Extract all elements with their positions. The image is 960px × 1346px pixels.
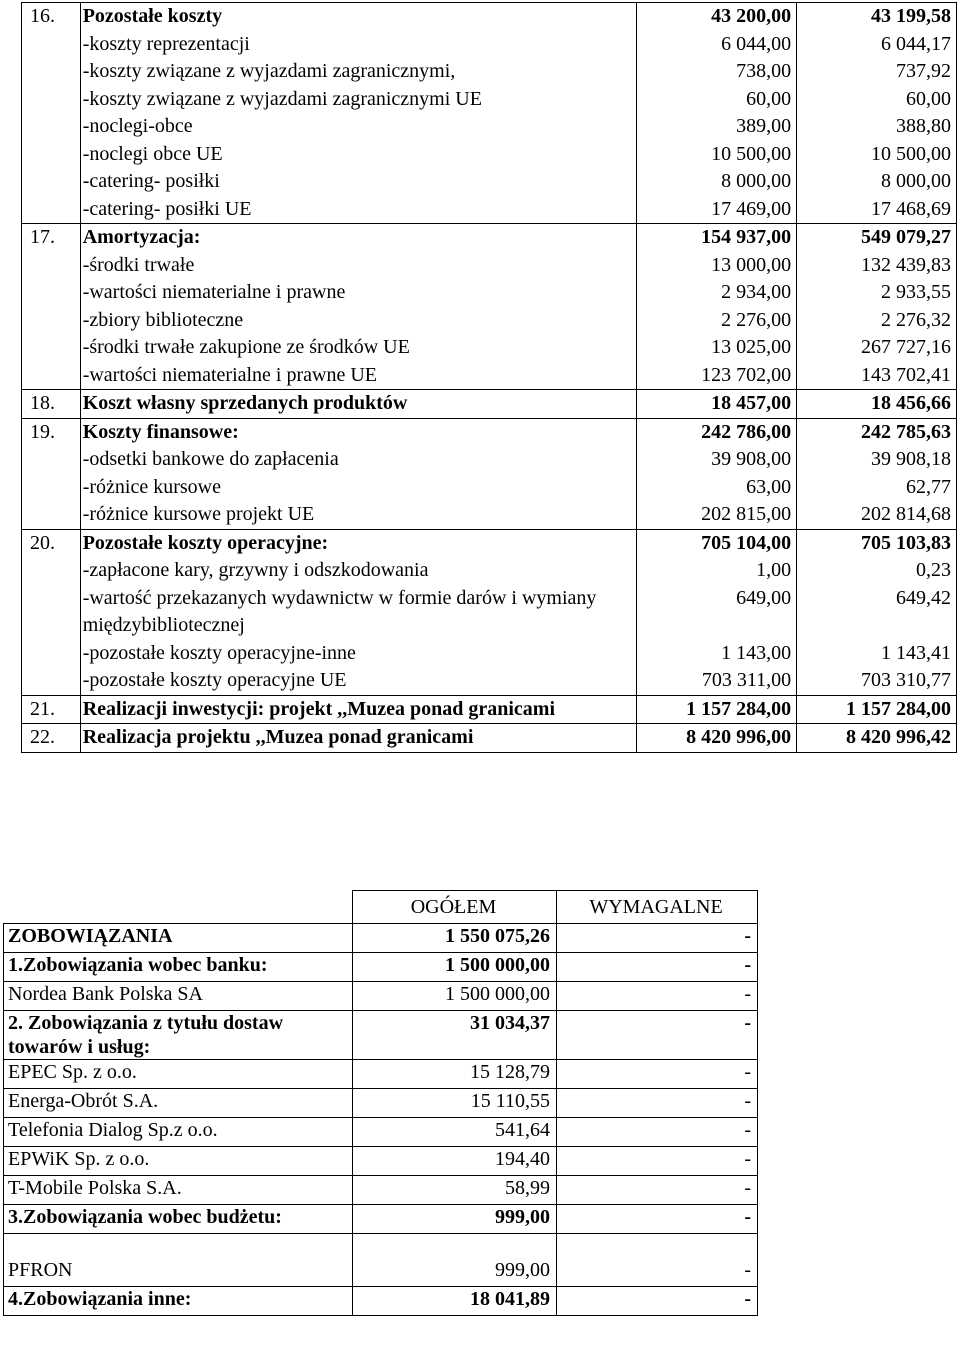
liability-row [4, 1118, 758, 1147]
cost-line-planned: 8 000,00 [721, 170, 792, 192]
cost-line-actual: 1 157 284,00 [846, 697, 951, 720]
costs-table [21, 2, 957, 753]
liability-due: - [557, 1147, 758, 1176]
cost-line-planned: 60,00 [746, 87, 792, 110]
cost-line-actual: 17 468,69 [871, 197, 951, 220]
cost-line-actual: 6 044,17 [881, 32, 951, 55]
section-number: 18. [22, 390, 81, 419]
cost-line-planned: 1 143,00 [721, 641, 792, 664]
liability-row [4, 953, 758, 982]
liability-total: 541,64 [353, 1118, 557, 1147]
cost-line-actual: 132 439,83 [861, 253, 951, 276]
section-description [80, 418, 637, 529]
cost-line-planned: 43 200,00 [711, 5, 792, 27]
liability-due: - [557, 1060, 758, 1089]
cost-line-actual: 10 500,00 [871, 142, 951, 165]
cost-line-label: -odsetki bankowe do zapłacenia [82, 448, 339, 470]
liability-label: Nordea Bank Polska SA [4, 982, 353, 1011]
cost-line-actual: 549 079,27 [861, 226, 951, 248]
liabilities-table [3, 890, 758, 1316]
section-number: 17. [22, 224, 81, 390]
liability-label: EPEC Sp. z o.o. [4, 1060, 353, 1089]
section-planned-values [637, 418, 797, 529]
cost-line-planned: 2 276,00 [721, 308, 792, 331]
cost-line-label: -koszty związane z wyjazdami zagranicznymi UE [82, 87, 482, 110]
liability-label: 4.Zobowiązania inne: [4, 1287, 353, 1316]
liability-row [4, 1176, 758, 1205]
cost-line-planned: 39 908,00 [711, 448, 792, 470]
cost-line-label: Pozostałe koszty operacyjne: [82, 531, 329, 554]
cost-line-label: -wartości niematerialne i prawne [82, 281, 346, 303]
cost-line-planned: 242 786,00 [701, 420, 792, 443]
section-actual-values [797, 695, 957, 724]
section-number: 21. [22, 695, 81, 724]
cost-line-actual: 737,92 [896, 60, 951, 82]
liability-due: - [557, 982, 758, 1011]
section-actual-values [797, 390, 957, 419]
section-planned-values [637, 390, 797, 419]
cost-line-actual: 705 103,83 [861, 531, 951, 554]
cost-line-planned: 389,00 [736, 115, 792, 137]
cost-section-row [22, 418, 957, 529]
cost-line-planned: 2 934,00 [721, 281, 792, 303]
cost-line-planned: 649,00 [736, 586, 792, 609]
section-actual-values [797, 529, 957, 695]
cost-line-actual: 60,00 [906, 87, 951, 110]
header-total: OGÓŁEM [353, 891, 557, 924]
cost-line-label: -pozostałe koszty operacyjne UE [82, 669, 347, 691]
liability-due: - [557, 1011, 758, 1060]
cost-line-planned: 1 157 284,00 [686, 697, 792, 720]
cost-section-row [22, 224, 957, 390]
liability-row [4, 1060, 758, 1089]
section-description [80, 3, 637, 224]
cost-line-actual: 388,80 [896, 115, 951, 137]
section-number: 16. [22, 3, 81, 224]
cost-section-row [22, 695, 957, 724]
liability-label: EPWiK Sp. z o.o. [4, 1147, 353, 1176]
cost-line-label: -zapłacone kary, grzywny i odszkodowania [82, 559, 429, 581]
cost-line-label: -noclegi obce UE [82, 142, 223, 165]
section-number: 19. [22, 418, 81, 529]
cost-line-label: -catering- posiłki UE [82, 197, 252, 220]
liability-label: PFRON [4, 1234, 353, 1287]
liability-due: - [557, 1118, 758, 1147]
section-number: 20. [22, 529, 81, 695]
cost-line-label: Pozostałe koszty [82, 5, 223, 27]
cost-line-actual: 649,42 [896, 586, 951, 609]
section-actual-values [797, 418, 957, 529]
liability-row [4, 1234, 758, 1287]
cost-line-actual: 18 456,66 [871, 392, 951, 414]
liability-due: - [557, 1089, 758, 1118]
cost-line-actual: 62,77 [906, 475, 951, 498]
liability-label: ZOBOWIĄZANIA [4, 924, 353, 953]
cost-line-label: Realizacji inwestycji: projekt ,,Muzea ponad granicami [82, 697, 556, 720]
cost-line-label: -pozostałe koszty operacyjne-inne [82, 641, 356, 664]
liability-total: 1 550 075,26 [353, 924, 557, 953]
liability-due: - [557, 1287, 758, 1316]
liability-total: 1 500 000,00 [353, 953, 557, 982]
cost-line-label: Koszt własny sprzedanych produktów [82, 392, 408, 414]
cost-line-actual: 2 933,55 [881, 281, 951, 303]
cost-line-label: Realizacja projektu ,,Muzea ponad granicami [82, 726, 474, 748]
cost-line-label: -środki trwałe [82, 253, 195, 276]
cost-line-actual: 143 702,41 [861, 363, 951, 386]
cost-line-planned: 154 937,00 [701, 226, 792, 248]
cost-line-planned: 13 000,00 [711, 253, 792, 276]
cost-section-row [22, 3, 957, 224]
liability-row [4, 1089, 758, 1118]
liability-total: 31 034,37 [353, 1011, 557, 1060]
liability-row [4, 982, 758, 1011]
liability-due: - [557, 1205, 758, 1234]
section-description [80, 529, 637, 695]
cost-line-actual: 8 420 996,42 [846, 726, 951, 748]
liability-total: 999,00 [353, 1205, 557, 1234]
section-planned-values [637, 529, 797, 695]
cost-section-row [22, 390, 957, 419]
section-description [80, 724, 637, 753]
cost-line-actual: 202 814,68 [861, 503, 951, 525]
section-actual-values [797, 724, 957, 753]
section-planned-values [637, 224, 797, 390]
cost-line-label: -koszty związane z wyjazdami zagranicznymi, [82, 60, 456, 82]
cost-line-actual: 267 727,16 [861, 336, 951, 358]
cost-line-planned: 63,00 [746, 475, 792, 498]
liability-total: 18 041,89 [353, 1287, 557, 1316]
header-empty-cell [4, 891, 353, 924]
liability-label: Telefonia Dialog Sp.z o.o. [4, 1118, 353, 1147]
cost-section-row [22, 529, 957, 695]
section-number: 22. [22, 724, 81, 753]
cost-line-label: -różnice kursowe projekt UE [82, 503, 315, 525]
section-planned-values [637, 3, 797, 224]
liability-total: 58,99 [353, 1176, 557, 1205]
cost-line-planned: 6 044,00 [721, 32, 792, 55]
liability-total: 15 128,79 [353, 1060, 557, 1089]
cost-line-actual: 242 785,63 [861, 420, 951, 443]
liability-due: - [557, 1176, 758, 1205]
section-planned-values [637, 724, 797, 753]
cost-line-label: -wartość przekazanych wydawnictw w formie darów i wymiany międzybibliotecznej [82, 586, 597, 636]
cost-line-label: -catering- posiłki [82, 170, 220, 192]
cost-line-planned: 13 025,00 [711, 336, 792, 358]
cost-line-label: -różnice kursowe [82, 475, 221, 498]
cost-line-planned: 8 420 996,00 [686, 726, 792, 748]
section-description [80, 224, 637, 390]
liability-row [4, 1147, 758, 1176]
liability-due: - [557, 1234, 758, 1287]
cost-line-planned: 703 311,00 [701, 669, 792, 691]
cost-line-actual: 0,23 [916, 559, 951, 581]
liability-total: 999,00 [353, 1234, 557, 1287]
cost-line-label: -wartości niematerialne i prawne UE [82, 363, 378, 386]
liability-total: 194,40 [353, 1147, 557, 1176]
liability-row [4, 1205, 758, 1234]
cost-line-planned: 18 457,00 [711, 392, 792, 414]
cost-line-label: -koszty reprezentacji [82, 32, 250, 55]
liability-label: 1.Zobowiązania wobec banku: [4, 953, 353, 982]
cost-line-actual: 703 310,77 [861, 669, 951, 691]
cost-line-label: -zbiory biblioteczne [82, 308, 244, 331]
section-actual-values [797, 3, 957, 224]
liability-row [4, 1011, 758, 1060]
cost-line-label: Koszty finansowe: [82, 420, 239, 443]
liabilities-header-row [4, 891, 758, 924]
cost-line-label: Amortyzacja: [82, 226, 201, 248]
section-description [80, 695, 637, 724]
liability-label: T-Mobile Polska S.A. [4, 1176, 353, 1205]
cost-line-planned: 738,00 [736, 60, 792, 82]
liability-row [4, 924, 758, 953]
cost-line-actual: 39 908,18 [871, 448, 951, 470]
liability-label: Energa-Obrót S.A. [4, 1089, 353, 1118]
cost-line-actual: 8 000,00 [881, 170, 951, 192]
liability-row [4, 1287, 758, 1316]
liability-total: 1 500 000,00 [353, 982, 557, 1011]
header-due: WYMAGALNE [557, 891, 758, 924]
cost-line-actual: 1 143,41 [881, 641, 951, 664]
liability-label: 3.Zobowiązania wobec budżetu: [4, 1205, 353, 1234]
section-actual-values [797, 224, 957, 390]
liability-due: - [557, 953, 758, 982]
cost-line-planned: 1,00 [756, 559, 792, 581]
cost-line-planned: 123 702,00 [701, 363, 792, 386]
section-planned-values [637, 695, 797, 724]
liability-due: - [557, 924, 758, 953]
cost-line-actual: 2 276,32 [881, 308, 951, 331]
liability-label: 2. Zobowiązania z tytułu dostaw towarów i usług: [4, 1011, 353, 1060]
cost-section-row [22, 724, 957, 753]
liability-total: 15 110,55 [353, 1089, 557, 1118]
cost-line-planned: 705 104,00 [701, 531, 792, 554]
cost-line-planned: 10 500,00 [711, 142, 792, 165]
cost-line-label: -środki trwałe zakupione ze środków UE [82, 336, 410, 358]
cost-line-planned: 17 469,00 [711, 197, 792, 220]
cost-line-actual: 43 199,58 [871, 5, 951, 27]
cost-line-label: -noclegi-obce [82, 115, 193, 137]
cost-line-planned: 202 815,00 [701, 503, 792, 525]
section-description [80, 390, 637, 419]
